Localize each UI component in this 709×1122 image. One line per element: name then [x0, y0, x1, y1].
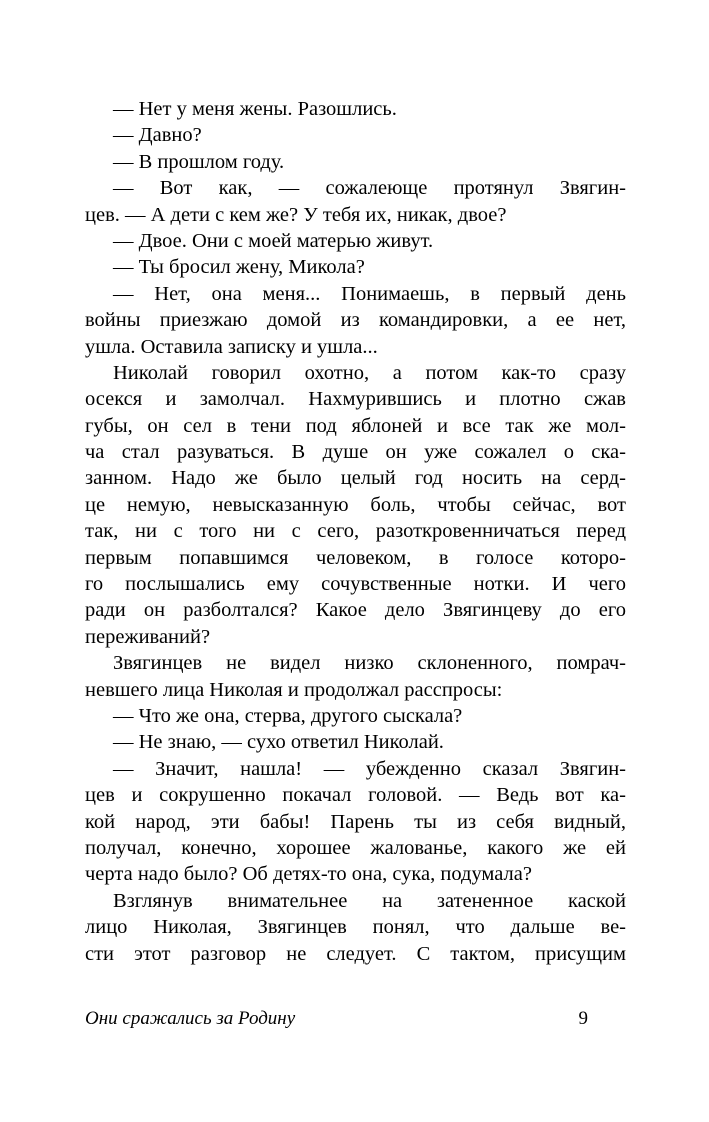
- text-line: так, ни с того ни с сего, разоткровенничаться перед: [85, 520, 626, 543]
- text-line: занном. Надо же было целый год носить на серд-: [85, 467, 626, 490]
- footer-page-number: 9: [578, 1008, 588, 1029]
- text-line: Николай говорил охотно, а потом как-то сразу: [113, 361, 626, 384]
- text-line: первым попавшимся человеком, в голосе которо-: [85, 546, 626, 569]
- text-line: ушла. Оставила записку и ушла...: [85, 335, 378, 358]
- text-line: — Двое. Они с моей матерью живут.: [113, 229, 434, 252]
- text-line: кой народ, эти бабы! Парень ты из себя видный,: [85, 810, 626, 833]
- text-line: — Что же она, стерва, другого сыскала?: [113, 704, 463, 727]
- text-line: — Нет, она меня... Понимаешь, в первый день: [113, 282, 626, 305]
- text-line: — Вот как, — сожалеюще протянул Звягин-: [113, 177, 626, 200]
- text-line: — Нет у меня жены. Разошлись.: [113, 98, 397, 120]
- text-line: лицо Николая, Звягинцев понял, что дальше ве-: [85, 916, 626, 939]
- page-text: [85, 96, 626, 967]
- text-line: переживаний?: [85, 625, 211, 648]
- text-line: получал, конечно, хорошее жалованье, какого же ей: [85, 836, 626, 859]
- text-line: цев и сокрушенно покачал головой. — Ведь вот ка-: [85, 784, 626, 807]
- text-line: сти этот разговор не следует. С тактом, присущим: [85, 942, 626, 965]
- text-line: осекся и замолчал. Нахмурившись и плотно сжав: [85, 388, 626, 411]
- text-line: черта надо было? Об детях-то она, сука, подумала?: [85, 863, 532, 886]
- page-footer: [85, 1007, 626, 1031]
- text-line: — Ты бросил жену, Микола?: [113, 256, 365, 279]
- text-line: — Не знаю, — сухо ответил Николай.: [113, 731, 444, 754]
- text-line: — Значит, нашла! — убежденно сказал Звягин-: [113, 757, 626, 780]
- footer-book-title: Они сражались за Родину: [85, 1008, 296, 1029]
- text-line: го послышались ему сочувственные нотки. И чего: [85, 573, 626, 596]
- text-line: Звягинцев не видел низко склоненного, помрач-: [113, 652, 626, 675]
- text-line: невшего лица Николая и продолжал расспросы:: [85, 678, 503, 701]
- text-line: ча стал разуваться. В душе он уже сожалел о ска-: [85, 441, 626, 464]
- text-line: Взглянув внимательнее на затененное каской: [113, 889, 626, 912]
- text-line: цев. — А дети с кем же? У тебя их, никак, двое?: [85, 203, 507, 226]
- text-line: губы, он сел в тени под яблоней и все так же мол-: [85, 414, 626, 437]
- text-line: — В прошлом году.: [113, 150, 285, 173]
- text-line: войны приезжаю домой из командировки, а ее нет,: [85, 309, 626, 332]
- text-line: ради он разболтался? Какое дело Звягинцеву до его: [85, 599, 626, 622]
- text-line: це немую, невысказанную боль, чтобы сейчас, вот: [85, 493, 626, 516]
- text-line: — Давно?: [113, 124, 202, 147]
